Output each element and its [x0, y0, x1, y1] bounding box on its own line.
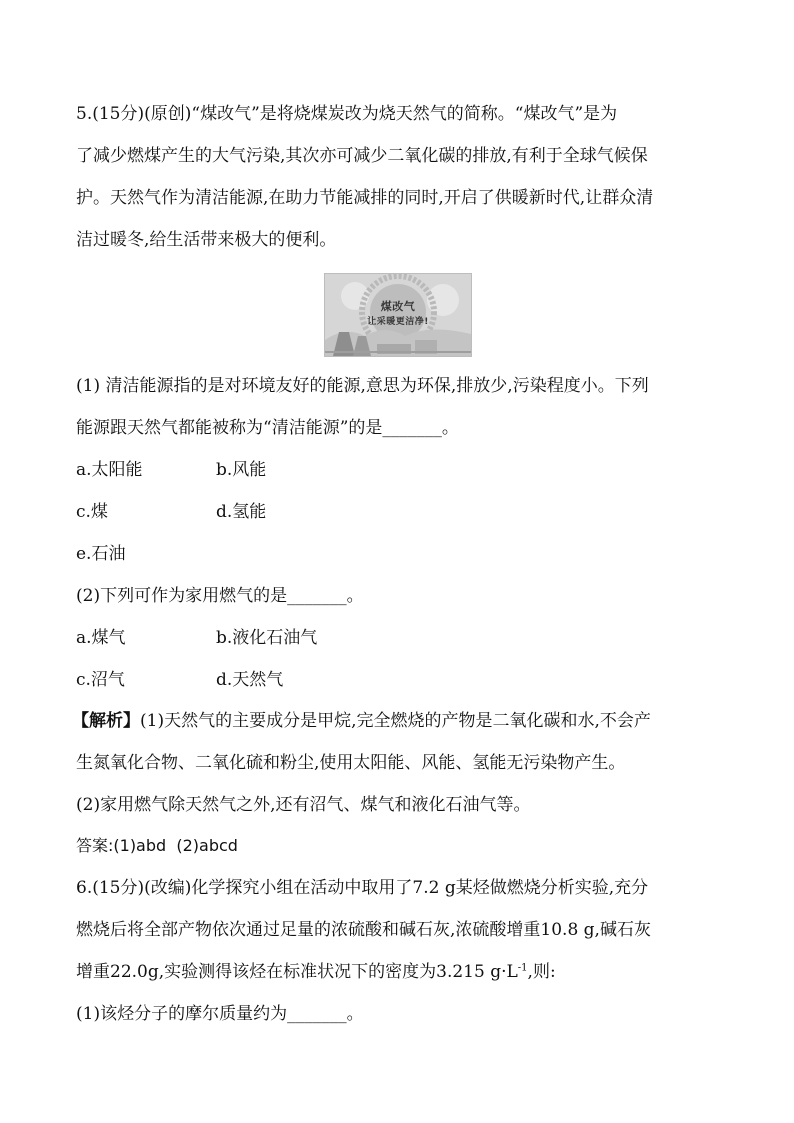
q5-analysis-line-1 [72, 709, 651, 733]
analysis-tag: 【解析】 [72, 711, 140, 731]
q6-sub1-stem: (1)该烃分子的摩尔质量约为_______。 [76, 1004, 364, 1024]
q5-stem-line-3: 护。天然气作为清洁能源,在助力节能减排的同时,开启了供暖新时代,让群众清 [76, 188, 654, 208]
q5-analysis-line-2: 生氮氧化合物、二氧化硫和粉尘,使用太阳能、风能、氢能无污染物产生。 [76, 753, 626, 773]
q5-sub1-option-b: b.风能 [216, 460, 267, 480]
q5-sub1-option-a: a.太阳能 [76, 460, 143, 480]
q5-stem-line-4: 洁过暖冬,给生活带来极大的便利。 [76, 230, 337, 250]
q5-sub1-option-c: c.煤 [76, 502, 108, 522]
q5-sub1-option-e: e.石油 [76, 544, 126, 564]
q5-sub1-stem-line-1: (1) 清洁能源指的是对环境友好的能源,意思为环保,排放少,污染程度小。下列 [76, 376, 649, 396]
illustration-caption-2: 让采暖更洁净! [367, 317, 429, 327]
q6-stem-line-2: 燃烧后将全部产物依次通过足量的浓硫酸和碱石灰,浓硫酸增重10.8 g,碱石灰 [76, 920, 651, 940]
q6-stem-line-3 [76, 960, 556, 984]
q6-stem-line-3-main: 增重22.0g,实验测得该烃在标准状况下的密度为3.215 g·L [76, 962, 518, 982]
q6-unit-superscript: -1 [517, 962, 528, 974]
q5-answer: 答案:(1)abd (2)abcd [76, 836, 238, 855]
q5-sub2-option-a: a.煤气 [76, 628, 126, 648]
q5-sub2-option-d: d.天然气 [216, 670, 284, 690]
q5-sub2-option-b: b.液化石油气 [216, 628, 318, 648]
q5-analysis-line-3: (2)家用燃气除天然气之外,还有沼气、煤气和液化石油气等。 [76, 795, 531, 815]
q5-sub1-option-d: d.氢能 [216, 502, 267, 522]
q5-stem-line-2: 了减少燃煤产生的大气污染,其次亦可减少二氧化碳的排放,有利于全球气候保 [76, 146, 648, 166]
q5-sub2-option-c: c.沼气 [76, 670, 125, 690]
q5-sub1-stem-line-2: 能源跟天然气都能被称为“清洁能源”的是_______。 [76, 418, 459, 438]
analysis-text-1: (1)天然气的主要成分是甲烷,完全燃烧的产物是二氧化碳和水,不会产 [140, 711, 651, 731]
coal-to-gas-illustration [324, 273, 472, 357]
q6-stem-line-1: 6.(15分)(改编)化学探究小组在活动中取用了7.2 g某烃做燃烧分析实验,充分 [76, 878, 649, 898]
illustration-caption-1: 煤改气 [380, 300, 416, 313]
q5-sub2-stem: (2)下列可作为家用燃气的是_______。 [76, 586, 364, 606]
q5-stem-line-1: 5.(15分)(原创)“煤改气”是将烧煤炭改为烧天然气的简称。“煤改气”是为 [76, 104, 618, 124]
q6-stem-line-3-tail: ,则: [527, 962, 556, 982]
